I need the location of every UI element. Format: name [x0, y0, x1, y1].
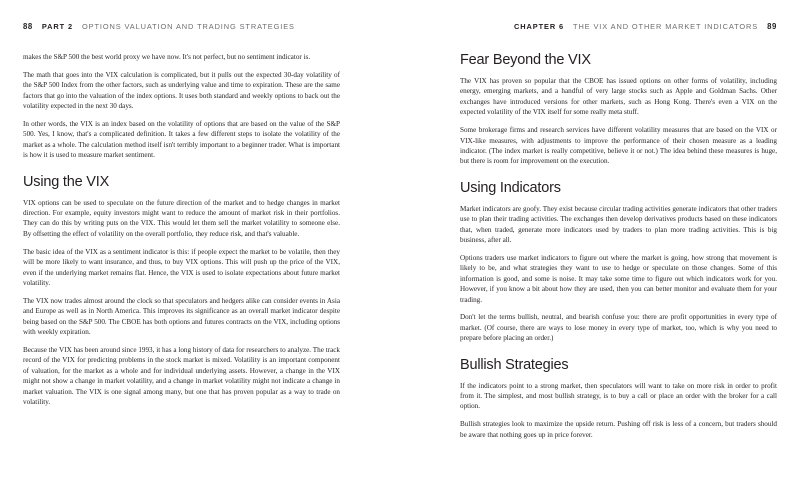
paragraph: Don't let the terms bullish, neutral, and bearish confuse you: there are profit opportunities in every type of market. (Of course, there are ways to lose money in every type of market, too, which is why you need to prepare before placing an order.) [460, 313, 777, 343]
paragraph: Market indicators are goofy. They exist because circular trading activities generate indicators that other traders use to plan their trading activities. The exchanges then develop derivatives products based on these indicators that, when traded, generate more indicators used by traders to plan more trading activities. This is big business, after all. [460, 204, 777, 244]
section-heading-fear-beyond-the-vix: Fear Beyond the VIX [460, 52, 591, 68]
folio-left: 88 [23, 22, 33, 31]
paragraph: In other words, the VIX is an index based on the volatility of options that are based on the value of the S&P 500. Yes, I know, that's a complicated definition. It takes a few different steps to isolate the volatility of the market as a whole. The calculation method itself isn't terribly important to a beginner trader. What is important is how it is used to measure market sentiment. [23, 120, 340, 160]
paragraph: Because the VIX has been around since 1993, it has a long history of data for researchers to analyze. The track record of the VIX for predicting problems in the stock market is mixed. Volatility is an important component of valuation, for the market as a whole and for individual underlying assets. However, a change in the VIX might not show a change in market volatility, and a change in market volatility might not indicate a change in market valuation. The VIX is one signal among many, but one that has proven popular as a way to trade on volatility. [23, 346, 340, 407]
paragraph: Some brokerage firms and research services have different volatility measures that are based on the VIX or VIX-like measures, with adjustments to improve the performance of their chosen measure as a leading indicator. (The index market is really competitive, believe it or not.) The idea behind these measures is huge, but there is room for improvement on the execution. [460, 126, 777, 166]
section-heading-using-indicators: Using Indicators [460, 179, 561, 196]
paragraph: VIX options can be used to speculate on the future direction of the market and to hedge changes in market direction. For example, equity investors might want to reduce the amount of market risk in their portfolios. They can do this by writing puts on the VIX. This would let them sell the market volatility to someone else. By offsetting the effect of volatility on the overall portfolio, they reduce risk, and that's valuable. [23, 198, 340, 238]
paragraph: The basic idea of the VIX as a sentiment indicator is this: if people expect the market to be volatile, then they will be more likely to want insurance, and thus, to buy VIX options. This will push up the price of the VIX, even if the underlying market remains flat. Hence, the VIX is used to isolate expectations about future market volatility. [23, 247, 340, 287]
section-heading-using-the-vix: Using the VIX [23, 173, 110, 190]
running-head-chapter: CHAPTER 6 [514, 22, 565, 31]
running-head [0, 22, 800, 36]
folio-right: 89 [767, 22, 777, 31]
running-head-part-title: OPTIONS VALUATION AND TRADING STRATEGIES [82, 22, 295, 31]
running-head-chapter-title: THE VIX AND OTHER MARKET INDICATORS [573, 22, 759, 31]
section-heading-bullish-strategies: Bullish Strategies [460, 356, 569, 373]
paragraph: The VIX now trades almost around the clock so that speculators and hedgers alike can consider events in Asia and Europe as well as in North America. This improves its significance as an overall market indicator despite being based on the S&P 500. The CBOE has both options and futures contracts on the VIX, including options with weekly expiration. [23, 296, 340, 337]
right-page-body [400, 52, 800, 448]
running-head-right [514, 22, 777, 31]
page-columns [0, 52, 800, 448]
paragraph: Bullish strategies look to maximize the upside return. Pushing off risk is less of a concern, but traders should be aware that nothing goes up in price forever. [460, 420, 777, 439]
left-page-body [0, 52, 400, 448]
running-head-left [23, 22, 295, 31]
paragraph: Options traders use market indicators to figure out where the market is going, how strong that movement is likely to be, and what strategies they want to use to hedge or speculate on those changes. Some of this information is good, and some is noise. It may take some time to figure out which indicators work for you. However, if you know a bit about how they are used, then you can better monitor and evaluate them for your trading. [460, 253, 777, 304]
running-head-part: PART 2 [41, 22, 74, 31]
paragraph: The math that goes into the VIX calculation is complicated, but it pulls out the expected 30-day volatility of the S&P 500 Index from the other factors, such as underlying value and time to expiration. These are the same factors that go into the valuation of the index options. It uses both standard and weekly options to back out the volatility expected in the next 30 days. [23, 70, 340, 111]
paragraph: If the indicators point to a strong market, then speculators will want to take on more risk in order to profit from it. The simplest, and most bullish strategy, is to buy a call or place an order with the broker for a call option. [460, 381, 777, 411]
paragraph: The VIX has proven so popular that the CBOE has issued options on other forms of volatility, including energy, emerging markets, and a handful of very large stocks such as Apple and Goldman Sachs. Other exchanges have introduced versions for other markets, such as Hong Kong. There's even a VIX on the expected volatility of the VIX itself for some really meta stuff. [460, 77, 777, 117]
paragraph: makes the S&P 500 the best world proxy we have now. It's not perfect, but no sentiment indicator is. [23, 53, 311, 61]
